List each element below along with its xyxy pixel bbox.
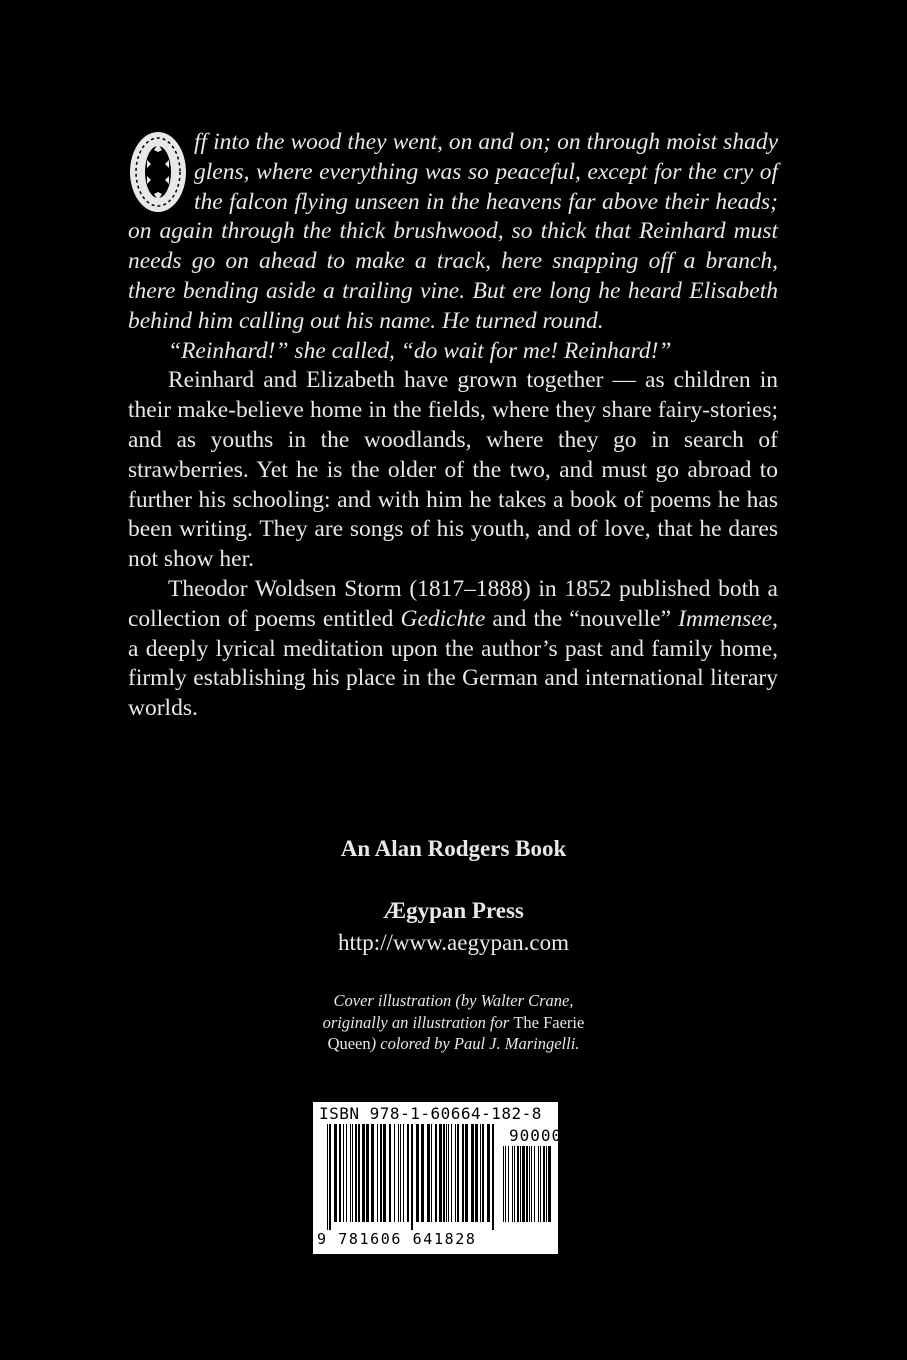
credit-line-3-b: ) colored by Paul J. Maringelli. (370, 1034, 580, 1053)
barcode-bar (505, 1146, 506, 1222)
isbn-barcode (313, 1102, 563, 1254)
barcode-bar (431, 1124, 432, 1222)
back-cover-text (128, 128, 778, 724)
barcode-bar (471, 1124, 474, 1222)
dropcap-o (128, 130, 188, 214)
barcode-bar (398, 1124, 399, 1222)
credit-faerie-title: The Faerie (513, 1012, 585, 1032)
barcode-bar (480, 1124, 481, 1222)
barcode-bar (522, 1146, 525, 1222)
barcode-bar (380, 1124, 382, 1222)
barcode-bar (394, 1124, 395, 1222)
barcode-bar (352, 1124, 353, 1222)
barcode-bar (514, 1146, 515, 1222)
barcode-bar (487, 1124, 490, 1222)
credit-queen-title: Queen (327, 1034, 371, 1053)
bio-title-immensee: Immensee (678, 605, 773, 632)
barcode-bar (526, 1146, 528, 1222)
barcode-bar (377, 1124, 378, 1222)
barcode-bar (508, 1146, 509, 1222)
barcode-bar (503, 1146, 504, 1222)
credit-line-3 (0, 1033, 907, 1055)
barcode-bar (546, 1146, 547, 1222)
barcode-bar (421, 1124, 424, 1222)
barcode-bar (411, 1124, 413, 1230)
barcode-digits-text: 9 781606 641828 (317, 1230, 477, 1248)
barcode-bar (346, 1124, 347, 1222)
barcode-bar (540, 1146, 541, 1222)
press-name: Ægypan Press (383, 898, 524, 923)
barcode-bar (548, 1146, 551, 1222)
barcode-bar (465, 1124, 468, 1222)
barcode-bar (400, 1124, 401, 1222)
barcode-bar (350, 1124, 351, 1222)
barcode-bar (435, 1124, 437, 1222)
barcode-bar (443, 1124, 445, 1222)
excerpt-paragraph (128, 128, 778, 337)
barcode-bar (475, 1124, 478, 1222)
barcode-bar (334, 1124, 337, 1222)
barcode-bar (534, 1146, 535, 1222)
barcode-bar (520, 1146, 521, 1222)
barcode-bar (529, 1146, 530, 1222)
barcode-bar (543, 1146, 545, 1222)
ean-barcode-bars (327, 1124, 495, 1230)
credit-line-2-a: originally an illustration for (322, 1012, 514, 1032)
barcode-bar (457, 1124, 459, 1222)
credit-line-2 (0, 1012, 907, 1034)
cover-credit (0, 990, 907, 1055)
barcode-bar (343, 1124, 344, 1222)
bio-title-gedichte: Gedichte (400, 605, 486, 632)
barcode-bar (371, 1124, 374, 1222)
barcode-bar (517, 1146, 519, 1222)
author-bio-paragraph (128, 575, 778, 724)
barcode-bar (538, 1146, 539, 1222)
barcode-bar (358, 1124, 360, 1222)
barcode-bar (462, 1124, 464, 1222)
barcode-bar (531, 1146, 532, 1222)
barcode-bar (327, 1124, 328, 1230)
bio-part-2: and the “nouvelle” (485, 605, 679, 632)
barcode-bar (339, 1124, 341, 1222)
ornamental-o-icon (128, 130, 188, 214)
press-url: http://www.aegypan.com (337, 930, 569, 955)
barcode-bar (439, 1124, 442, 1222)
barcode-bar (389, 1124, 391, 1222)
barcode-bar (451, 1124, 452, 1222)
barcode-bar (362, 1124, 365, 1222)
barcode-bar (427, 1124, 430, 1222)
barcode-bar (446, 1124, 447, 1222)
excerpt-text: ff into the wood they went, on and on; on through moist shady glens, where everything was so peaceful, except for the cry of the falcon flying unseen in the heavens far above their heads; on again through the thick brushwood, so thick that Reinhard must needs go on ahead to make a track, here snapping off a branch, there bending aside a trailing vine. But ere long he heard Elisabeth behind him calling out his name. He turned round. (128, 129, 778, 334)
barcode-bar (455, 1124, 456, 1222)
barcode-bar (355, 1124, 357, 1222)
barcode-bar (512, 1146, 513, 1222)
price-barcode-bars (503, 1146, 553, 1230)
barcode-bar (448, 1124, 449, 1222)
credit-line-1: Cover illustration (by Walter Crane, (333, 991, 574, 1010)
barcode-price-code: 90000 (509, 1126, 563, 1145)
barcode-bar (329, 1124, 331, 1230)
bio-part-1: Theodor Woldsen Storm (1817–1888) in 1852 published both a collection of poems entitled (128, 575, 778, 632)
barcode-bar (366, 1124, 369, 1222)
alan-rodgers-book-line: An Alan Rodgers Book (340, 836, 567, 861)
barcode-isbn-text: ISBN 978-1-60664-182-8 (319, 1104, 542, 1123)
barcode-bar (403, 1124, 404, 1222)
barcode-bar (407, 1124, 409, 1222)
barcode-bar (482, 1124, 484, 1222)
summary-paragraph: Reinhard and Elizabeth have grown together — as children in their make-believe home in the fields, where they share fairy-stories; and as youths in the woodlands, where they go in search of strawberries. Yet he is the older of the two, and must go abroad to further his schooling: and with him he takes a book of poems he has been writing. They are songs of his youth, and of love, that he dares not show her. (128, 367, 778, 573)
bio-part-3: , a deeply lyrical meditation upon the author’s past and family home, firmly establishing his place in the German and international literary worlds. (128, 605, 778, 722)
excerpt-quote: “Reinhard!” she called, “do wait for me! Reinhard!” (168, 337, 672, 364)
barcode-bar (492, 1124, 494, 1230)
barcode-bar (383, 1124, 386, 1222)
barcode-bar (416, 1124, 419, 1222)
